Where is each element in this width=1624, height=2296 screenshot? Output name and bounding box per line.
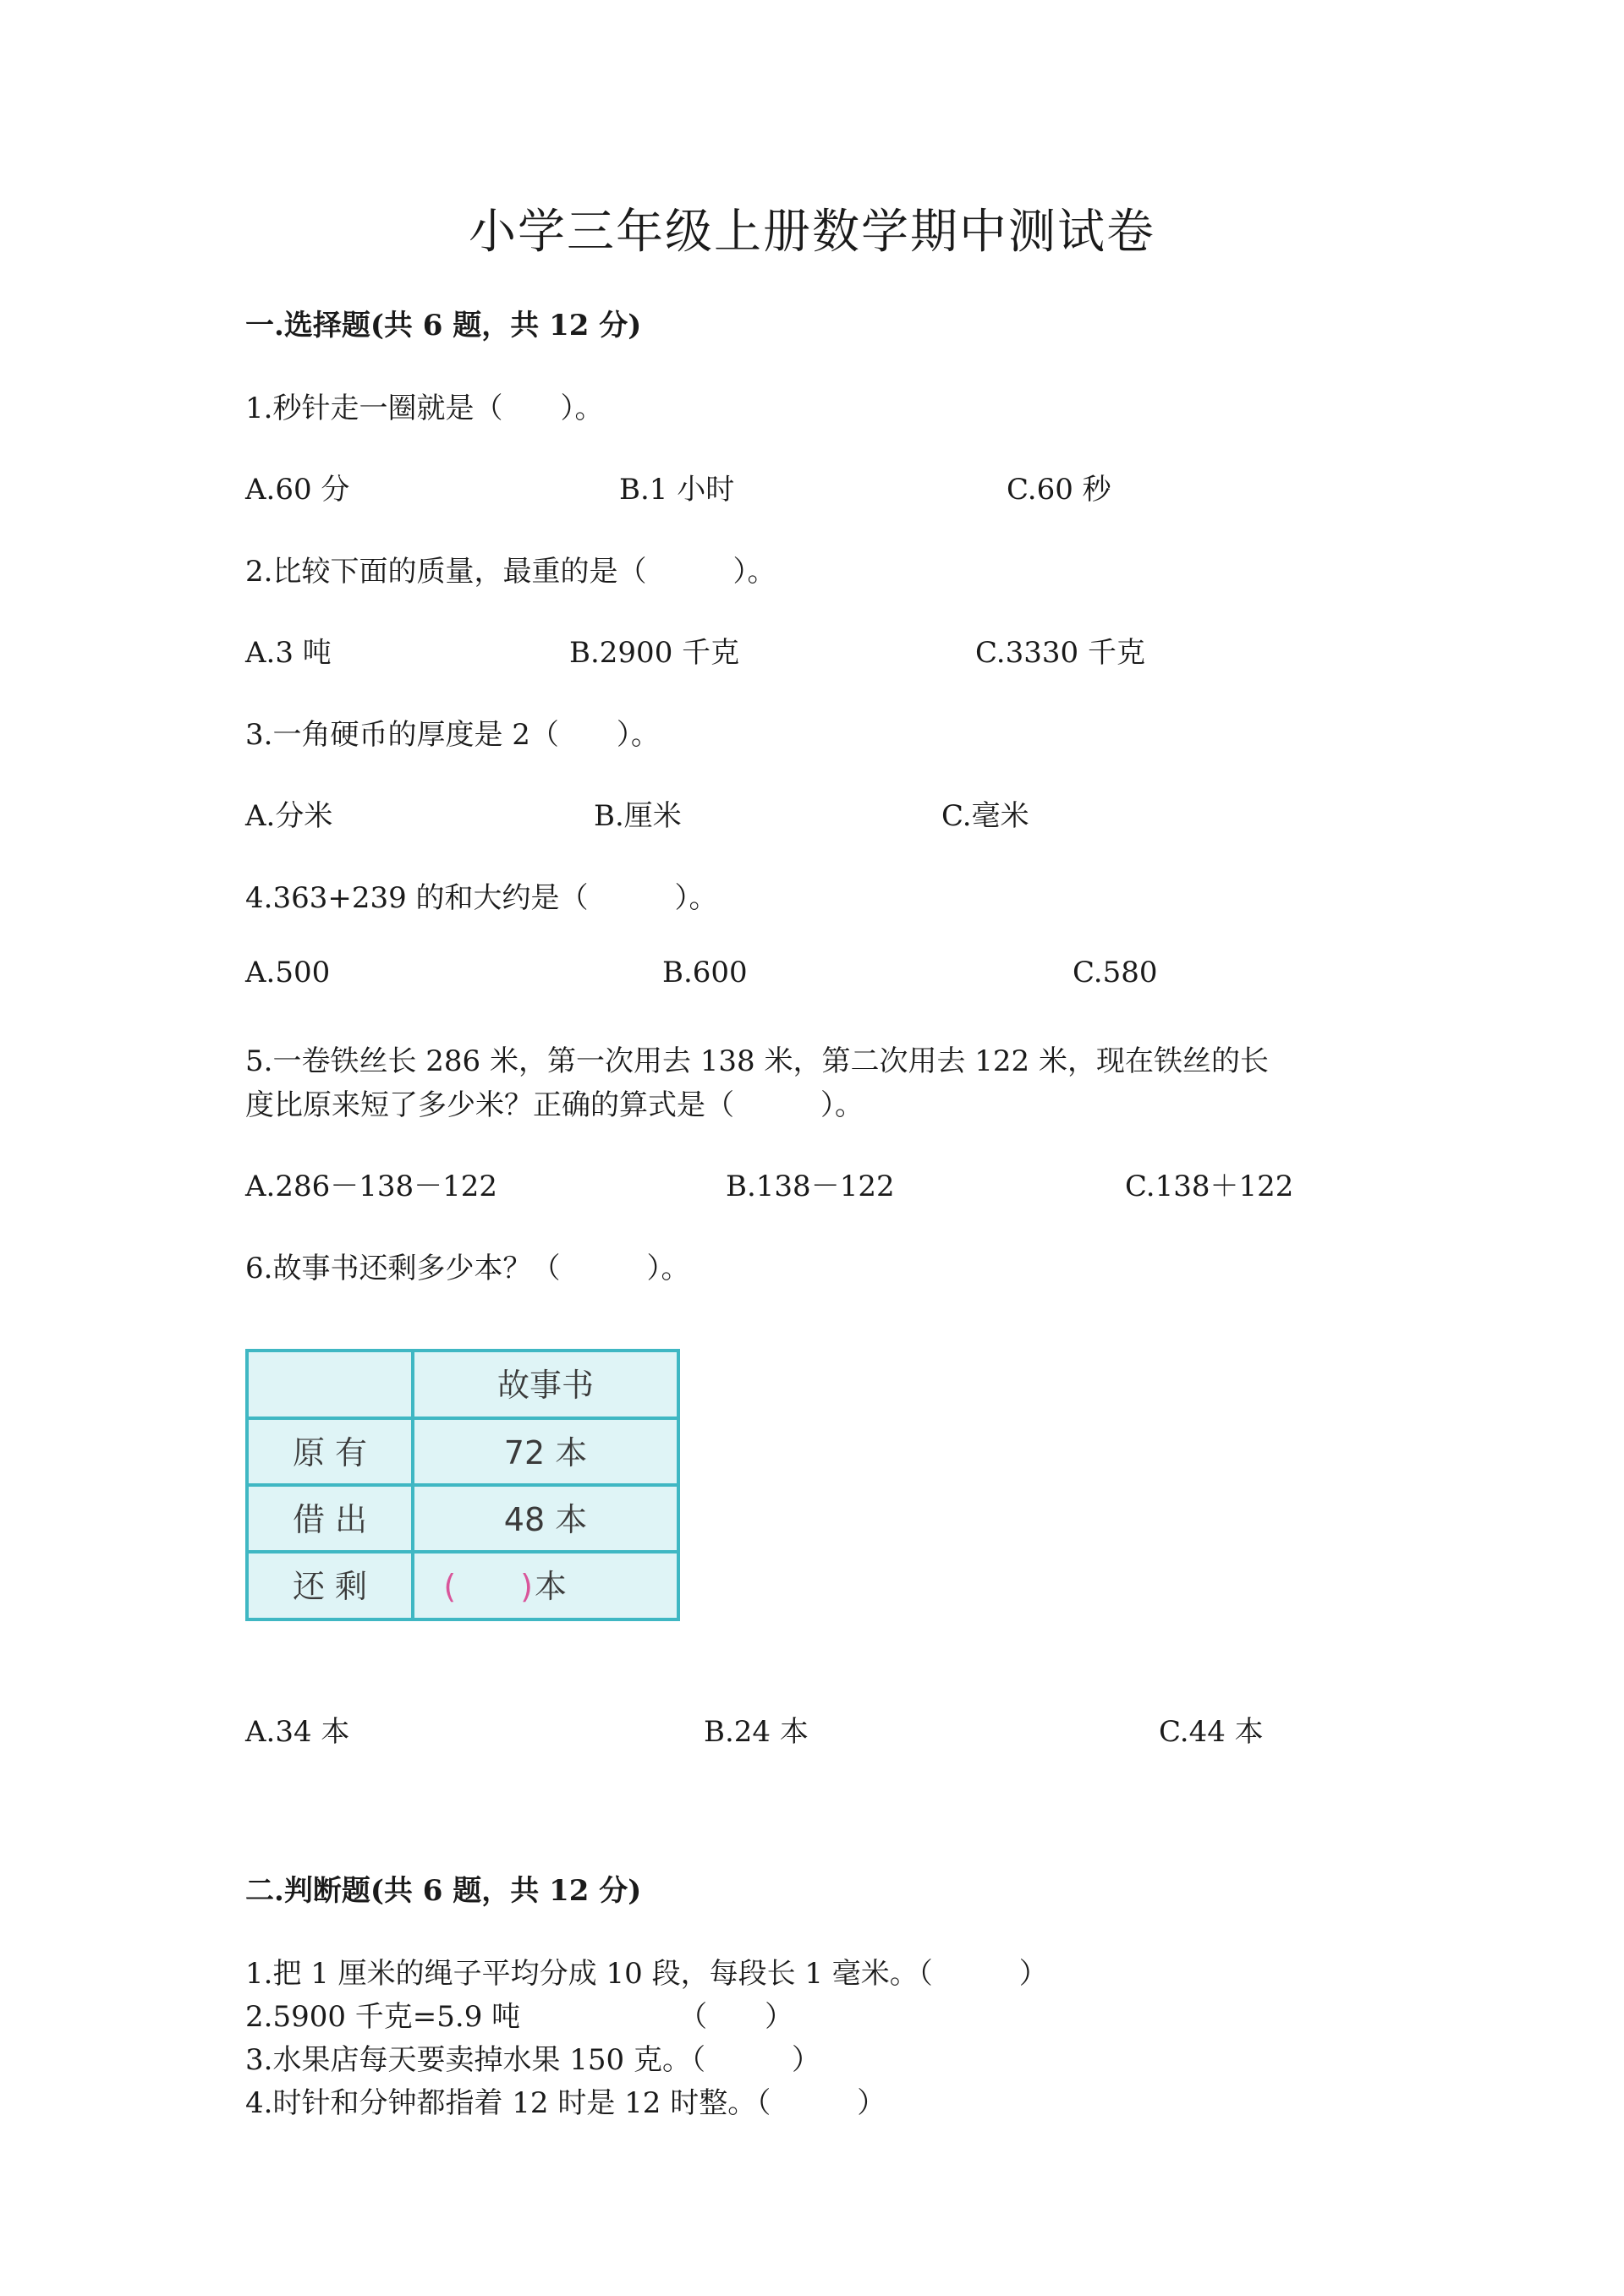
question-2-option-b: B.2900 千克 xyxy=(569,636,740,670)
question-3-option-a: A.分米 xyxy=(245,799,333,833)
question-4-option-a: A.500 xyxy=(245,956,331,989)
question-5-option-b: B.138－122 xyxy=(726,1170,895,1203)
table-row-1-label: 原 有 xyxy=(292,1434,368,1471)
question-3-option-c: C.毫米 xyxy=(941,799,1029,833)
question-3-option-b: B.厘米 xyxy=(594,799,682,833)
table-row-3-label: 还 剩 xyxy=(292,1568,368,1605)
question-6-option-b: B.24 本 xyxy=(704,1715,809,1749)
judgement-item-1: 1.把 1 厘米的绳子平均分成 10 段，每段长 1 毫米。（ ） xyxy=(245,1957,1048,1991)
storybook-table-figure xyxy=(245,1349,680,1621)
table-row-3-blank: ( ) xyxy=(443,1568,533,1605)
question-2-option-a: A.3 吨 xyxy=(245,636,332,670)
question-6-option-a: A.34 本 xyxy=(245,1715,350,1749)
table-row-3-unit: 本 xyxy=(535,1568,568,1605)
question-1-option-a: A.60 分 xyxy=(245,473,350,507)
table-header: 故事书 xyxy=(497,1367,595,1404)
question-2-option-c: C.3330 千克 xyxy=(975,636,1145,670)
table-row-2-value: 48 本 xyxy=(503,1501,588,1538)
question-5-option-a: A.286－138－122 xyxy=(245,1170,498,1203)
question-4-stem: 4.363+239 的和大约是（ ）。 xyxy=(245,881,718,915)
judgement-item-3: 3.水果店每天要卖掉水果 150 克。（ ） xyxy=(245,2043,820,2077)
question-4-option-c: C.580 xyxy=(1073,956,1158,989)
question-1-option-c: C.60 秒 xyxy=(1007,473,1111,507)
page-title: 小学三年级上册数学期中测试卷 xyxy=(469,205,1155,260)
question-5-stem-line-1: 5.一卷铁丝长 286 米，第一次用去 138 米，第二次用去 122 米，现在铁丝的长 xyxy=(245,1044,1269,1078)
question-5-option-c: C.138＋122 xyxy=(1125,1170,1294,1203)
section-heading-judgement: 二.判断题(共 6 题，共 12 分) xyxy=(245,1874,642,1908)
question-5-stem-line-2: 度比原来短了多少米？正确的算式是（ ）。 xyxy=(245,1088,864,1122)
question-3-stem: 3.一角硬币的厚度是 2（ ）。 xyxy=(245,718,660,752)
question-1-stem: 1.秒针走一圈就是（ ）。 xyxy=(245,392,604,425)
table-row-2-label: 借 出 xyxy=(292,1501,368,1538)
question-1-option-b: B.1 小时 xyxy=(619,473,735,507)
table-row-1-value: 72 本 xyxy=(503,1434,588,1471)
judgement-item-4: 4.时针和分钟都指着 12 时是 12 时整。（ ） xyxy=(245,2086,886,2120)
question-4-option-b: B.600 xyxy=(662,956,748,989)
section-heading-choice: 一.选择题(共 6 题，共 12 分) xyxy=(245,309,642,342)
question-6-stem: 6.故事书还剩多少本？（ ）。 xyxy=(245,1252,690,1285)
question-2-stem: 2.比较下面的质量，最重的是（ ）。 xyxy=(245,555,776,589)
judgement-item-2: 2.5900 千克=5.9 吨 （ ） xyxy=(245,2000,794,2034)
question-6-option-c: C.44 本 xyxy=(1159,1715,1264,1749)
